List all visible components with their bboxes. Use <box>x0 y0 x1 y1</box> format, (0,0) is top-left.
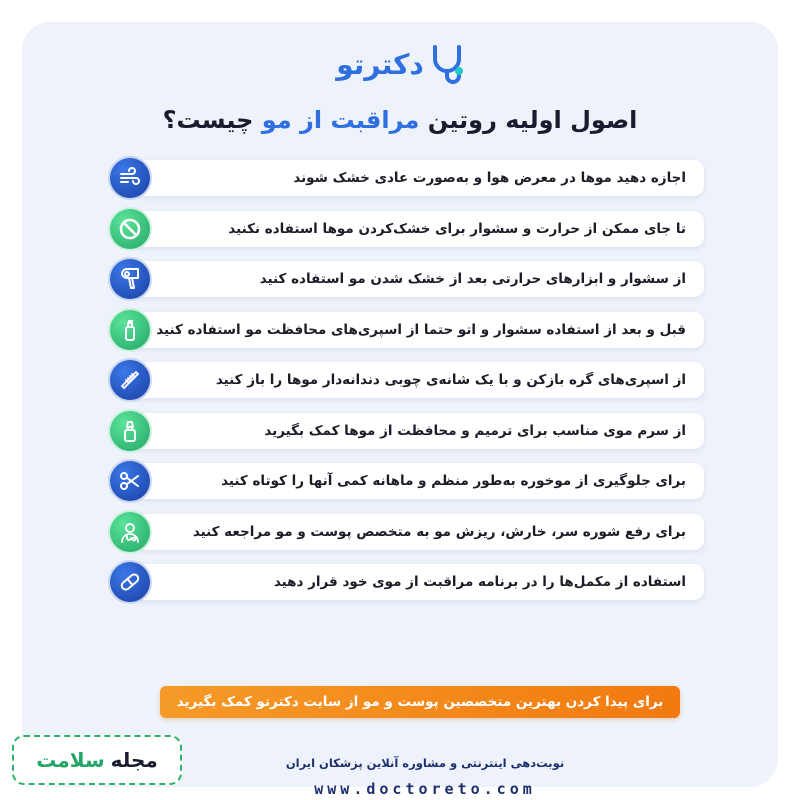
tip-text: استفاده از مکمل‌ها را در برنامه مراقبت از موی خود قرار دهید <box>132 564 704 600</box>
tip-text: قبل و بعد از استفاده سشوار و اتو حتما از اسپری‌های محافظت مو استفاده کنید <box>132 312 704 348</box>
page-title <box>22 106 778 134</box>
infographic-card <box>22 22 778 798</box>
cta-banner[interactable]: برای پیدا کردن بهترین متخصصین پوست و مو از سایت دکترتو کمک بگیرید <box>160 686 680 718</box>
magazine-badge <box>12 735 182 785</box>
comb-icon <box>108 358 152 402</box>
footer-tagline: نوبت‌دهی اینترنتی و مشاوره آنلاین پزشکان ایران <box>285 756 565 770</box>
badge-word-1: مجله <box>110 748 158 772</box>
list-item <box>108 308 704 348</box>
list-item <box>108 510 704 550</box>
prohibited-icon <box>108 207 152 251</box>
stethoscope-logo-icon <box>430 44 464 84</box>
capsule-icon <box>108 560 152 604</box>
list-item <box>108 207 704 247</box>
list-item <box>108 358 704 398</box>
list-item <box>108 409 704 449</box>
title-highlight: مراقبت از مو <box>261 106 420 134</box>
tip-text: از سرم موی مناسب برای ترمیم و محافظت از موها کمک بگیرید <box>132 413 704 449</box>
tip-text: از اسپری‌های گره بازکن و با یک شانه‌ی چوبی دندانه‌دار موها را باز کنید <box>132 362 704 398</box>
title-part-1: اصول اولیه روتین <box>419 106 638 134</box>
tip-text: اجازه دهید موها در معرض هوا و به‌صورت عادی خشک شوند <box>132 160 704 196</box>
footer-url[interactable]: www.doctoreto.com <box>314 780 536 798</box>
serum-bottle-icon <box>108 409 152 453</box>
tip-text: از سشوار و ابزارهای حرارتی بعد از خشک شدن مو استفاده کنید <box>132 261 704 297</box>
list-item <box>108 156 704 196</box>
spray-bottle-icon <box>108 308 152 352</box>
list-item <box>108 560 704 600</box>
brand-logo <box>22 42 778 86</box>
list-item <box>108 257 704 297</box>
tip-text: برای رفع شوره سر، خارش، ریزش مو به متخصص پوست و مو مراجعه کنید <box>132 514 704 550</box>
doctor-icon <box>108 510 152 554</box>
badge-word-2: سلامت <box>36 748 105 772</box>
scissors-icon <box>108 459 152 503</box>
hair-dryer-icon <box>108 257 152 301</box>
brand-name: دکترتو <box>336 47 424 81</box>
wind-icon <box>108 156 152 200</box>
title-part-2: چیست؟ <box>162 106 262 134</box>
tips-list <box>108 156 704 611</box>
list-item <box>108 459 704 499</box>
tip-text: برای جلوگیری از موخوره به‌طور منظم و ماهانه کمی آنها را کوتاه کنید <box>132 463 704 499</box>
tip-text: تا جای ممکن از حرارت و سشوار برای خشک‌کردن موها استفاده نکنید <box>132 211 704 247</box>
